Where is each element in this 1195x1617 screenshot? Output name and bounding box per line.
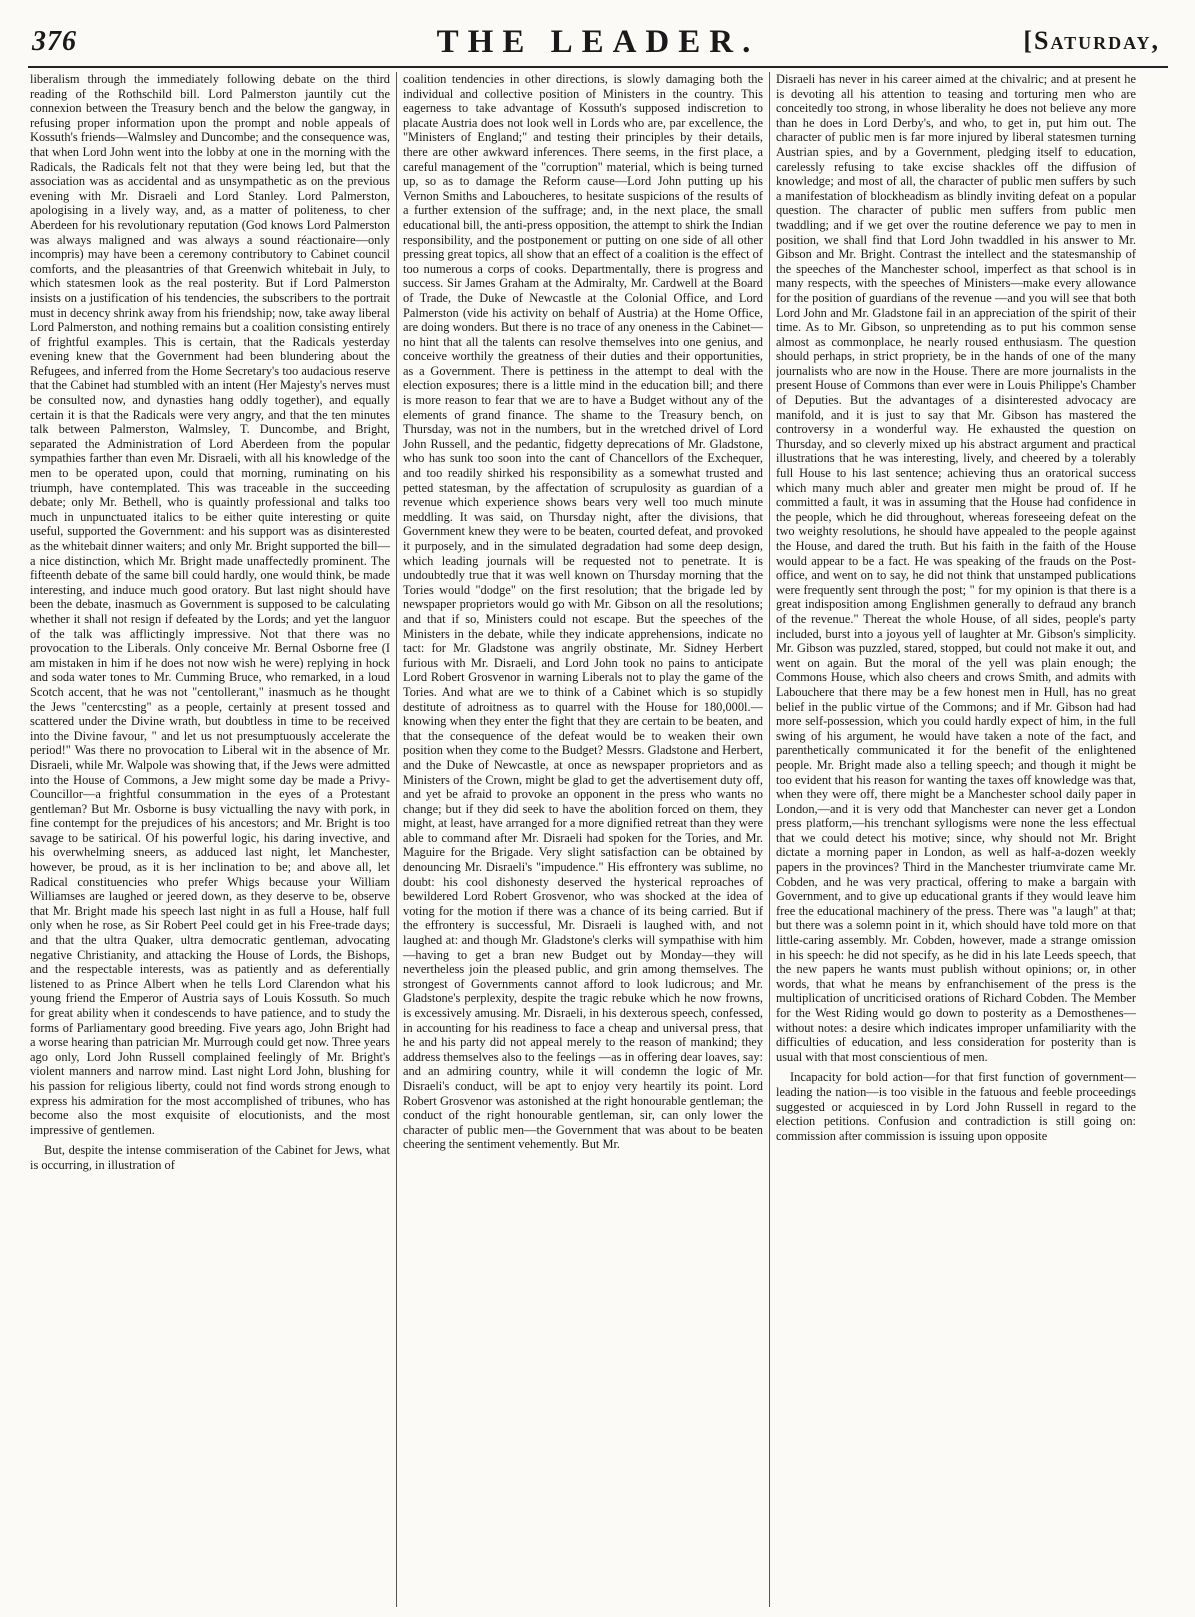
- paragraph: Disraeli has never in his career aimed at the chivalric; and at present he is devoting all his attention to teasing and torturing men who are conceitedly too strong, in whose liberality he does not believe any more than he does in Lord Derby's, and who, to get in, put him out. The character of public men is far more injured by liberal statesmen turning Austrian spies, and by a Government, pledging itself to education, carelessly refusing to take excise shackles off the diffusion of knowledge; and most of all, the character of public men suffers by such a manifestation of blockheadism as blindly inviting defeat on a popular question. The character of public men suffers from public men twaddling; and if we get over the routine deference we pay to men in position, we shall find that Lord John twaddled in his answer to Mr. Gibson and Mr. Bright. Contrast the intellect and the statesmanship of the speeches of the Manchester school, imperfect as that school is in many respects, with the speeches of Ministers—make every allowance for the position of guardians of the revenue —and you will see that both Lord John and Mr. Gladstone fail in an appreciation of the spirit of their time. As to Mr. Gibson, so unpretending as to put his common sense almost as commonplace, he nearly roused enthusiasm. The question should perhaps, in strict propriety, be in the hands of one of the many journalists who are now in the House. There are more journalists in the present House of Commons than ever were in Louis Philippe's Chamber of Deputies. But the advantages of a disinterested advocacy are manifold, and it is just to say that Mr. Gibson has mastered the controversy in a wonderful way. He exhausted the question on Thursday, and so cleverly mixed up his abstract argument and practical illustrations that he was interesting, lively, and cheered by a tolerably full House to his last sentence; achieving thus an oratorical success which many much abler and greater men might be proud of. If he committed a fault, it was in assuming that the House had confidence in the people, which he did throughout, whereas foreseeing defeat on the two weighty resolutions, he should have appealed to the people against the House, and dared the truth. But his faith in the faith of the House would appear to be a fact. He was speaking of the frauds on the Post-office, and went on to say, he did not think that unstamped publications were frequently sent through the post; " for my opinion is that there is a great indisposition among Englishmen generally to defraud any branch of the revenue." Thereat the whole House, of all sides, people's party included, burst into a joyous yell of laughter at Mr. Gibson's simplicity. Mr. Gibson was puzzled, stared, stopped, but could not make it out, and went on again. But the moral of the yell was plain enough; the Commons House, which also cheers and crows Smith, and admits with Labouchere that there may be a few honest men in Hull, has no great belief in the public virtue of the Commons; and if Mr. Gibson had had more self-possession, which you could hardly expect of him, in the full swing of his argument, he would have taken a note of the fact, and parenthetically communicated it for the benefit of the enlightened people. Mr. Bright made also a telling speech; and though it might be too evident that his reason for wanting the taxes off knowledge was that, when they were off, there might be a Manchester school daily paper in London,—and it is very odd that Manchester can never get a London press platform,—his trenchant syllogisms were none the less effectual that we could detect his motive; since, why should not Mr. Bright dictate a morning paper in London, as well as half-a-dozen weekly papers in the provinces? Third in the Manchester triumvirate came Mr. Cobden, and he was very practical, offering to make a bargain with Government, and to give up educational grants if they would leave him free the educational machinery of the press. There was "a laugh" at that; but there was a solemn point in it, which should have told more on that little-caring assembly. Mr. Cobden, however, made a strange omission in his speech: he did not specify, as he did in his late Leeds speech, that the new papers he wants must publish without opinions; or, in other words, that what he means by enfranchisement of the press is the multiplication of uncriticised orations of Richard Cobden. The Member for the West Riding would go down to posterity as a Demosthenes—without notes: a desire which indicates improper unfamiliarity with the difficulties of education, and less consideration for posterity than is usual with that most conscientious of men.: [776, 72, 1136, 1064]
- issue-day: [Saturday,: [1023, 26, 1160, 55]
- paragraph: liberalism through the immediately following debate on the third reading of the Rothschild bill. Lord Palmerston jauntily cut the connexion between the Treasury bench and the below the gangway, in refusing proper information upon the prompt and noble appeals of Kossuth's friends—Walmsley and Duncombe; and the consequence was, that when Lord John went into the lobby at one in the morning with the Radicals, the Radicals felt not that they were being led, but that the association was as accidental and as unsympathetic as on the previous evening with Mr. Disraeli and Lord Stanley. Lord Palmerston, apologising in a lively way, and, as a matter of politeness, to cher Aberdeen for his revolutionary reputation (God knows Lord Palmerston was always maligned and was always a sound réactionaire—only incompris) may have been a ceremony contributory to Cabinet council comforts, and the pleasantries of that Greenwich whitebait in July, to which statesmen look as the real posterity. But if Lord Palmerston insists on a justification of his tendencies, the subscribers to the portrait must in decency shrink away from his friendship; now, take away liberal Lord Palmerston, and nothing remains but a coalition consisting entirely of frightful examples. This is certain, that the Radicals yesterday evening knew that the Government had been blundering about the Refugees, and inferred from the Home Secretary's too audacious reserve that the Cabinet had stumbled with an intent (Her Majesty's nerves must be consulted now, and dynasties hang oddly together), and equally certain it is that the Radicals were very angry, and that the ten minutes talk between Palmerston, Walmsley, T. Duncombe, and Bright, separated the Administration of Lord Aberdeen from the popular sympathies farther than even Mr. Disraeli, with all his knowledge of the men to be operated upon, could that morning, ruminating on his triumph, have contemplated. This was traceable in the succeeding debate; only Mr. Bethell, who is quaintly professional and talks too much in unpunctuated italics to be either quite interesting or quite useful, supported the Government: and his support was as disinterested as the whitebait dinner waiters; and only Mr. Bright supported the bill—a nice distinction, which Mr. Bright made unaffectedly prominent. The fifteenth debate of the same bill could hardly, one would think, be made interesting, and induce much good oratory. But last night should have been the debate, inasmuch as Government is supposed to be calculating whether it shall not resign if defeated by the Lords; and yet the languor of the talk was afflictingly impressive. Not that there was no provocation to the Liberals. Only conceive Mr. Bernal Osborne free (I am mistaken in him if he does not now wish he were) replying in hock and soda water tones to Mr. Cumming Bruce, who remarked, in a loud Scotch accent, that he was not "centollerant," inasmuch as he thought the Jews "centercsting" as a people, certainly at present tossed and scattered under the Divine wrath, but doubtless in time to be received into the Divine favour, " and let us not presumptuously accelerate the period!" Was there no provocation to Liberal wit in the absence of Mr. Disraeli, while Mr. Walpole was showing that, if the Jews were admitted into the House of Commons, a Jew might some day be made a Privy-Councillor—a frightful consummation in the eyes of a Protestant gentleman? But Mr. Osborne is busy victualling the navy with pork, in fine contempt for the prejudices of his ancestors; and Mr. Bright is too savage to be satirical. Of his powerful logic, his daring invective, and his overwhelming sneers, as adduced last night, let Manchester, however, be proud, as it is her inclination to be; and above all, let Radical constituencies who prefer Whigs because your William Williamses are laughed or jeered down, as they deserve to be, observe that Mr. Bright made his speech last night in as full a House, half full only when he rose, as Sir Robert Peel could get in his Free-trade days; and that the ultra Quaker, ultra democratic gentleman, advocating negative Christianity, and attacking the House of Lords, the Bishops, and the respectable interests, was as patiently and as deferentially listened to as Prince Albert when he tells Lord Clarendon what his young friend the Emperor of Austria says of Louis Kossuth. So much for great ability when it condescends to have patience, and to study the forms of Parliamentary good breeding. Five years ago, John Bright had a worse hearing than patrician Mr. Murrough could get now. Three years ago only, Lord John Russell complained feelingly of Mr. Bright's violent manners and narrow mind. Last night Lord John, blushing for his passion for religious liberty, could not find words strong enough to express his admiration for the most accomplished of tribunes, who has become also the most exquisite of elocutionists, and the most impressive of gentlemen.: [30, 72, 390, 1137]
- masthead: [28, 22, 1168, 62]
- text-column-3: [776, 72, 1136, 1607]
- paragraph: But, despite the intense commiseration of the Cabinet for Jews, what is occurring, in illustration of: [30, 1143, 390, 1172]
- page-number: 376: [32, 26, 77, 57]
- paragraph: coalition tendencies in other directions, is slowly damaging both the individual and collective position of Ministers in the country. This eagerness to take advantage of Kossuth's supposed indiscretion to placate Austria does not look well in Lords who are, par excellence, the "Ministers of England;" and testing their principles by their details, there are other awkward inferences. There seems, in the first place, a careful management of the "corruption" material, which is being turned up, so as to damage the Reform cause—Lord John putting up his Vernon Smiths and Laboucheres, to hesitate suspicions of the results of a further extension of the suffrage; and, in the next place, the small educational bill, the anti-press opposition, the attempt to shirk the Indian responsibility, and the postponement or putting on one side of all other pressing great topics, all show that an effect of a coalition is the effect of too numerous a corps of cooks. Departmentally, there is progress and success. Sir James Graham at the Admiralty, Mr. Cardwell at the Board of Trade, the Duke of Newcastle at the Colonial Office, and Lord Palmerston (vide his activity on behalf of Austria) at the Home Office, are doing wonders. But there is no trace of any oneness in the Cabinet—no hint that all the talents can resolve themselves into one genius, and conceive worthily the greatness of their duties and their opportunities, as a Government. There is pettiness in the attempt to deal with the election exposures; there is a little mind in the education bill; and there is more reason to fear that we are to have a Budget without any of the elements of grand finance. The shame to the Treasury bench, on Thursday, was not in the numbers, but in the wretched drivel of Lord John Russell, and the pedantic, fidgetty deprecations of Mr. Gladstone, who has sunk too soon into the cant of Chancellors of the Exchequer, and too readily shirked his responsibility as a somewhat trusted and petted statesman, by the affectation of scrupulosity as guardian of a revenue which experience shows bears very well too much minute meddling. It was said, on Thursday night, after the divisions, that Government knew they were to be beaten, courted defeat, and provoked it purposely, and in the simulated degradation had some deep design, which leading journals will be requested not to penetrate. It is undoubtedly true that it was well known on Thursday morning that the Tories would "dodge" on the first resolution; that the brigade led by newspaper proprietors would go with Mr. Gibson on all the resolutions; and that if so, Ministers could not escape. But the speeches of the Ministers in the debate, while they indicate apprehensions, indicate no tact: for Mr. Gladstone was angrily obstinate, Mr. Sidney Herbert furious with Mr. Disraeli, and Lord John took no pains to anticipate Lord Robert Grosvenor in warning Liberals not to play the game of the Tories. And what are we to think of a Cabinet which is so stupidly destitute of adroitness as to quarrel with the House for 180,000l.—knowing when they enter the fight that they are certain to be beaten, and that the consequence of the defeat would be to weaken their own position when they come to the Budget? Messrs. Gladstone and Herbert, and the Duke of Newcastle, at once as newspaper proprietors and as Ministers of the Crown, might be glad to get the advertisement duty off, and yet be afraid to provoke an opponent in the press who wants no change; but if they did seek to have the abolition forced on them, they might, at least, have arranged for a more dignified retreat than they were able to command after Mr. Disraeli had spoken for the Tories, and Mr. Maguire for the Brigade. Very slight satisfaction can be obtained by denouncing Mr. Disraeli's "impudence." His effrontery was sublime, no doubt: his cool dishonesty deserved the hysterical reproaches of bewildered Lord Robert Grosvenor, who was shocked at the idea of voting for the motion if there was a chance of its being carried. But if the effrontery is successful, Mr. Disraeli is laughed with, and not laughed at: and though Mr. Gladstone's clerks will sympathise with him—having to get a bran new Budget out by Monday—they will nevertheless join the pleased public, and grin among themselves. The strongest of Governments cannot afford to look ludicrous; and Mr. Gladstone's perplexity, despite the tragic rebuke which he now frowns, is excessively amusing. Mr. Disraeli, in his dexterous speech, confessed, in accounting for his readiness to face a cheap and universal press, that he and his party did not appeal merely to the reason of mankind; they address themselves also to the feelings —as in offering dear loaves, say: and an admiring country, while it will condemn the logic of Mr. Disraeli's conduct, will be apt to enjoy very heartily its point. Lord Robert Grosvenor was astonished at the right honourable gentleman; the conduct of the right honourable gentleman, sir, can only lower the character of public men—the Government that was about to be beaten cheering the sentiment vehemently. But Mr.: [403, 72, 763, 1152]
- newspaper-title: THE LEADER.: [436, 24, 760, 60]
- text-column-1: [30, 72, 390, 1607]
- text-column-2: [403, 72, 763, 1607]
- paragraph: Incapacity for bold action—for that first function of government—leading the nation—is too visible in the fatuous and feeble proceedings suggested or acquiesced in by Lord John Russell in regard to the election petitions. Confusion and contradiction is still going on: commission after commission is issuing upon opposite: [776, 1070, 1136, 1143]
- column-divider: [769, 72, 770, 1607]
- header-rule: [28, 66, 1168, 68]
- column-divider: [396, 72, 397, 1607]
